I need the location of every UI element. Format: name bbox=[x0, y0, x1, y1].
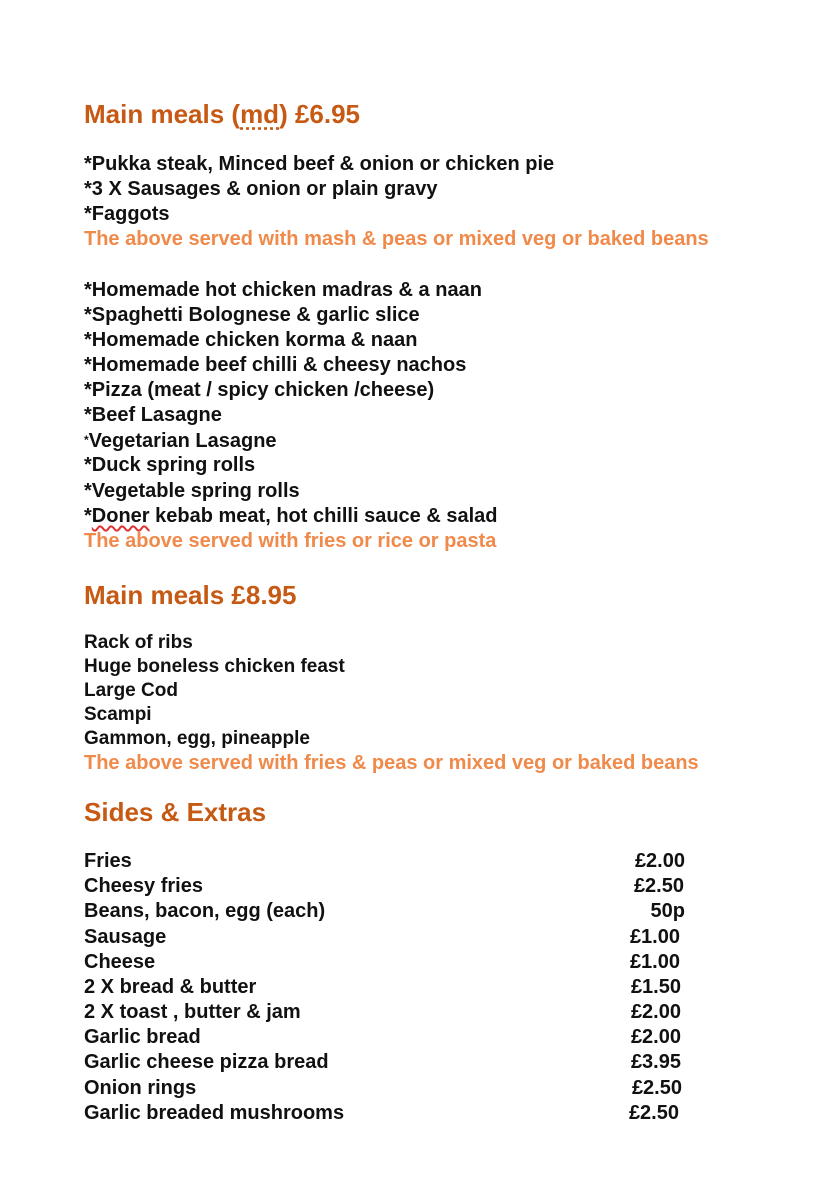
menu-item: Huge boneless chicken feast bbox=[84, 656, 345, 677]
side-item-name: Sausage bbox=[84, 926, 167, 948]
side-item-price: £2.00 bbox=[634, 850, 685, 872]
menu-item: *Homemade hot chicken madras & a naan bbox=[84, 279, 482, 301]
menu-item: *Beef Lasagne bbox=[84, 404, 222, 426]
asterisk: * bbox=[84, 505, 92, 527]
side-item-name: 2 X toast , butter & jam bbox=[84, 1001, 301, 1023]
served-with-note: The above served with fries & peas or mixed veg or baked beans bbox=[84, 752, 699, 774]
side-item-price: £1.00 bbox=[629, 951, 680, 973]
heading-suffix: ) £6.95 bbox=[279, 99, 361, 129]
side-item-price: £2.00 bbox=[630, 1026, 681, 1048]
served-with-note: The above served with fries or rice or pasta bbox=[84, 530, 497, 552]
menu-item: *Pizza (meat / spicy chicken /cheese) bbox=[84, 379, 435, 401]
side-item-name: Cheesy fries bbox=[84, 875, 203, 897]
menu-item: *Spaghetti Bolognese & garlic slice bbox=[84, 304, 420, 326]
side-item-price: £1.00 bbox=[629, 926, 680, 948]
side-item-name: Fries bbox=[84, 850, 132, 872]
side-item-name: Garlic cheese pizza bread bbox=[84, 1051, 329, 1073]
menu-item: Large Cod bbox=[84, 680, 178, 701]
side-item-price: 50p bbox=[650, 900, 685, 922]
side-item-name: Garlic bread bbox=[84, 1026, 201, 1048]
menu-item: *Homemade chicken korma & naan bbox=[84, 329, 418, 351]
menu-item: *Pukka steak, Minced beef & onion or chicken pie bbox=[84, 153, 555, 175]
side-item-price: £3.95 bbox=[630, 1051, 681, 1073]
menu-item: *Faggots bbox=[84, 203, 170, 225]
side-item-name: Onion rings bbox=[84, 1077, 197, 1099]
menu-item: Rack of ribs bbox=[84, 632, 193, 653]
heading-md: md bbox=[240, 99, 280, 129]
menu-item: Scampi bbox=[84, 704, 152, 725]
menu-item: *Duck spring rolls bbox=[84, 454, 256, 476]
menu-item-doner bbox=[84, 504, 498, 528]
menu-item: *3 X Sausages & onion or plain gravy bbox=[84, 178, 438, 200]
item-text: kebab meat, hot chilli sauce & salad bbox=[149, 505, 498, 527]
side-item-name: 2 X bread & butter bbox=[84, 976, 257, 998]
menu-item: *Homemade beef chilli & cheesy nachos bbox=[84, 354, 467, 376]
sides-extras-heading: Sides & Extras bbox=[84, 797, 267, 827]
served-with-note: The above served with mash & peas or mixed veg or baked beans bbox=[84, 228, 709, 250]
side-item-price: £2.00 bbox=[630, 1001, 681, 1023]
doner-word: Doner bbox=[91, 505, 150, 527]
asterisk: * bbox=[84, 433, 89, 447]
main-meals-695-heading bbox=[84, 99, 360, 129]
side-item-price: £2.50 bbox=[633, 875, 684, 897]
heading-prefix: Main meals ( bbox=[84, 99, 241, 129]
menu-item-vegetarian-lasagne bbox=[84, 428, 277, 453]
menu-item: *Vegetable spring rolls bbox=[84, 480, 300, 502]
side-item-name: Garlic breaded mushrooms bbox=[84, 1102, 345, 1124]
item-text: Vegetarian Lasagne bbox=[88, 430, 277, 452]
side-item-price: £2.50 bbox=[628, 1102, 679, 1124]
menu-item: Gammon, egg, pineapple bbox=[84, 728, 310, 749]
side-item-name: Beans, bacon, egg (each) bbox=[84, 900, 326, 922]
main-meals-895-heading: Main meals £8.95 bbox=[84, 580, 297, 610]
side-item-price: £1.50 bbox=[630, 976, 681, 998]
side-item-name: Cheese bbox=[84, 951, 156, 973]
side-item-price: £2.50 bbox=[631, 1077, 682, 1099]
